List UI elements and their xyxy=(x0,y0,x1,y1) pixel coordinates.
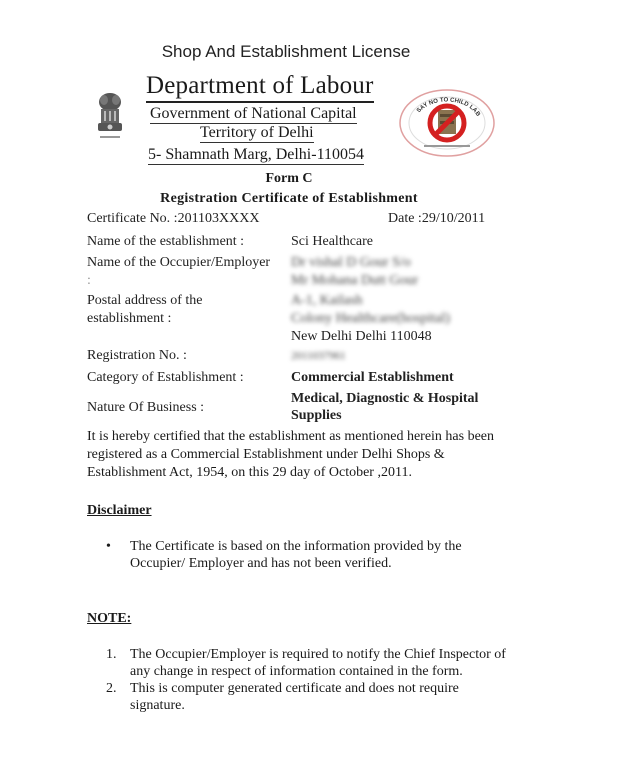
certificate-number-label: Certificate No. : xyxy=(87,211,178,226)
postal-address-line-3: New Delhi Delhi 110048 xyxy=(291,329,432,344)
disclaimer-item xyxy=(106,538,506,572)
certificate-heading: Registration Certificate of Establishment xyxy=(160,191,418,206)
registration-number: 2011037961 xyxy=(291,350,346,362)
date-row xyxy=(388,210,485,228)
category-label: Category of Establishment : xyxy=(87,370,244,385)
bullet-icon: • xyxy=(106,539,111,554)
occupier-name-line-2: Mr Mohana Dutt Gour xyxy=(291,273,419,288)
occupier-label: Name of the Occupier/Employer xyxy=(87,255,271,270)
note-list xyxy=(106,646,506,714)
form-name: Form C xyxy=(265,171,313,186)
note-item xyxy=(106,680,506,714)
page-title: Shop And Establishment License xyxy=(161,42,411,61)
certificate-number-row xyxy=(87,210,260,228)
postal-address-line-2: Colony Healthcare(hospital) xyxy=(291,311,451,326)
establishment-name-label: Name of the establishment : xyxy=(87,234,245,249)
occupier-colon: : xyxy=(87,273,91,288)
date-value: 29/10/2011 xyxy=(421,211,486,226)
nature-of-business-label: Nature Of Business : xyxy=(87,400,205,415)
nature-of-business-line-1: Medical, Diagnostic & Hospital xyxy=(291,391,479,406)
registration-number-label: Registration No. : xyxy=(87,348,187,363)
department-address: 5- Shamnath Marg, Delhi-110054 xyxy=(148,146,364,163)
note-item-number: 2. xyxy=(106,681,117,696)
nature-of-business-line-2: Supplies xyxy=(291,408,342,423)
certificate-number: 201103XXXX xyxy=(177,211,260,226)
government-line-2: Territory of Delhi xyxy=(200,124,314,141)
establishment-name: Sci Healthcare xyxy=(291,234,374,249)
disclaimer-heading: Disclaimer xyxy=(87,503,152,518)
say-no-to-child-labour-icon xyxy=(398,88,496,158)
disclaimer-item-text: The Certificate is based on the information provided by the Occupier/ Employer and has not been verified. xyxy=(130,539,462,571)
postal-address-label-line-1: Postal address of the xyxy=(87,293,203,308)
disclaimer-list xyxy=(106,538,506,572)
date-label: Date : xyxy=(388,211,422,226)
certification-text: It is hereby certified that the establishment as mentioned herein has been registered as a Commercial Establishment under Delhi Shops & Establishment Act, 1954, on this 29 day of October ,2011. xyxy=(87,429,495,480)
postal-address-line-1: A-1, Kailash xyxy=(291,293,363,308)
postal-address-label-line-2: establishment : xyxy=(87,311,172,326)
occupier-name-line-1: Dr vishal D Gour S/o xyxy=(291,255,411,270)
department-name: Department of Labour xyxy=(146,72,374,103)
note-item-text: This is computer generated certificate and does not require signature. xyxy=(130,681,459,713)
note-item-text: The Occupier/Employer is required to notify the Chief Inspector of any change in respect of information contained in the form. xyxy=(130,647,506,679)
badge-text: SAY NO TO CHILD LAB xyxy=(416,97,481,118)
state-emblem-icon xyxy=(92,90,128,150)
note-item xyxy=(106,646,506,680)
note-heading: NOTE: xyxy=(87,611,132,626)
note-item-number: 1. xyxy=(106,647,117,662)
government-line-1: Government of National Capital xyxy=(150,105,357,122)
category-value: Commercial Establishment xyxy=(291,370,454,385)
